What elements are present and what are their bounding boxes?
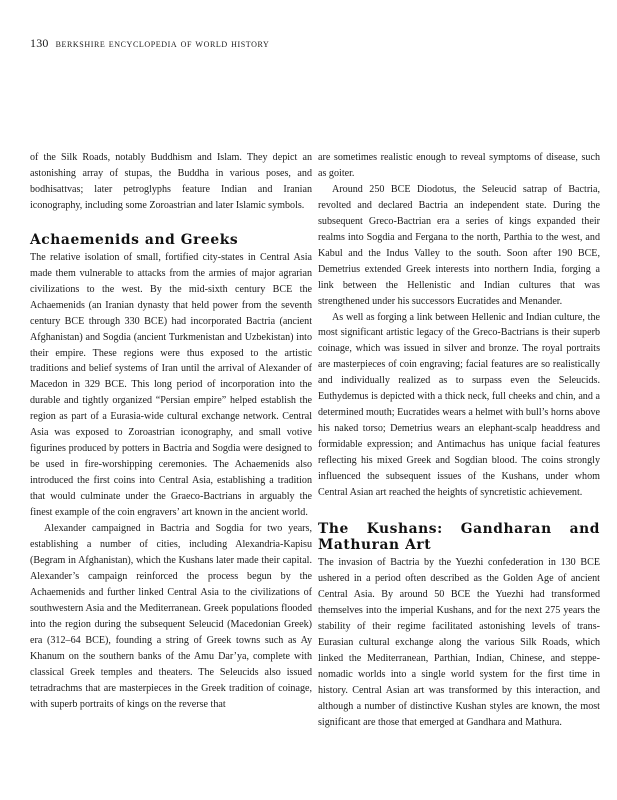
page-number: 130	[30, 36, 49, 50]
paragraph: of the Silk Roads, notably Buddhism and Islam. They depict an astonishing array of stupas, the Buddha in various poses, and bodhisattvas; later petroglyphs feature Indian and Iranian iconography, including some Zoroastrian and later Islamic symbols.	[30, 152, 312, 211]
paragraph: Alexander campaigned in Bactria and Sogdia for two years, establishing a number of cities, including Alexandria-Kapisu (Begram in Afghanistan), which the Kushans later made their capital. Alexander’s campaign reinforced the process begun by the Achaemenids and further linked Central Asia to the civilizations of southwestern Asia and the Mediterranean. Greek populations flooded into the region during the subsequent Seleucid (Macedonian Greek) era (312–64 BCE), founding a string of Greek towns such as Ay Khanum on the southern banks of the Amu Dar’ya, complete with classical Greek temples and theaters. The Seleucids also issued tetradrachms that are masterpieces in the Greek tradition of coinage, with superb portraits of kings on the reverse that	[30, 523, 312, 710]
section-heading: Achaemenids and Greeks	[30, 231, 239, 248]
left-column	[30, 150, 312, 712]
section-heading: The Kushans: Gandharan and Mathuran Art	[318, 520, 600, 553]
book-title: berkshire encyclopedia of world history	[55, 38, 270, 50]
paragraph: The relative isolation of small, fortified city-states in Central Asia made them vulnerable to attacks from the armies of major agrarian civilizations to the west. By the mid-sixth century BCE the Achaemenids (an Iranian dynasty that held power from the seventh century BCE through 330 BCE) had incorporated Bactria (ancient Afghanistan) and Sogdia (ancient Turkmenistan and Uzbekistan) into their empire. These regions were thus exposed to the artistic traditions and belief systems of Iran until the arrival of Alexander of Macedon in 329 BCE. This long period of incorporation into the durable and tightly organized “Persian empire” helped establish the region as part of a Eurasia-wide cultural exchange network. Central Asia was exposed to Zoroastrian iconography, and small votive figurines produced by potters in Bactria and Sogdia were designed to be used in fire-worshipping ceremonies. The Achaemenids also introduced the first coins into Central Asia, establishing a tradition that would culminate under the Graeco-Bactrians in arguably the finest example of the coin engravers’ art known in the ancient world.	[30, 251, 312, 519]
right-column	[318, 150, 600, 730]
paragraph: The invasion of Bactria by the Yuezhi confederation in 130 BCE ushered in a period often described as the Golden Age of ancient Central Asia. By around 50 BCE the Yuezhi had transformed themselves into the imperial Kushans, and for the next 275 years the stability of their regime facilitated astonishing levels of trans-Eurasian cultural exchange along the various Silk Roads, which linked the Mediterranean, Parthian, Indian, Chinese, and steppe-nomadic worlds into a single world system for the first time in history. Central Asian art was transformed by this interaction, and although a number of distinctive Kushan styles are known, the most significant are those that emerged at Gandhara and Mathura.	[318, 556, 600, 728]
running-head	[30, 36, 269, 51]
paragraph: As well as forging a link between Hellenic and Indian culture, the most significant artistic legacy of the Greco-Bactrians is their superb coinage, which was issued in silver and bronze. The royal portraits are masterpieces of coin engraving; facial features are so realistically and individually realized as to surpass even the Seleucids. Euthydemus is depicted with a thick neck, full cheeks and chin, and a determined mouth; Eucratides wears a helmet with bull’s horns above his naked torso; Demetrius wears an elephant-scalp headdress and formidable expression; and Antimachus has unique facial features reflecting his mixed Greek and Sogdian blood. The coins strongly influenced the subsequent issues of the Kushans, under whom Central Asian art reached the heights of syncretistic achievement.	[318, 311, 600, 499]
paragraph: Around 250 BCE Diodotus, the Seleucid satrap of Bactria, revolted and declared Bactria an independent state. During the subsequent Greco-Bactrian era a series of kings expanded their realms into Sogdia and Fergana to the north, Parthia to the west, and Kabul and the Indus Valley to the south. Soon after 190 BCE, Demetrius extended Greek interests into northern India, forging a link between the Hellenistic and Indian cultures that was strengthened under his successors Eucratides and Menander.	[318, 183, 600, 307]
paragraph: are sometimes realistic enough to reveal symptoms of disease, such as goiter.	[318, 152, 600, 179]
